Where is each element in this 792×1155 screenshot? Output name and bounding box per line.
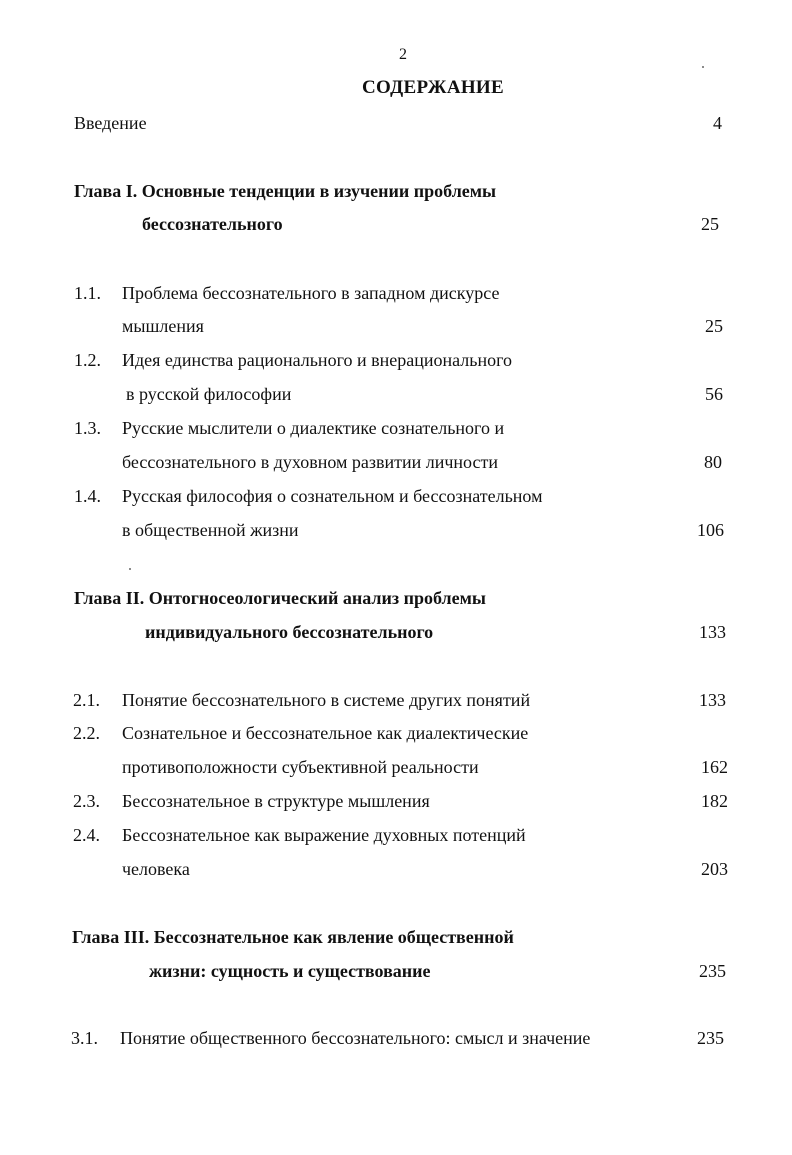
section-title-cont: мышления bbox=[122, 316, 204, 336]
section-number: 2.4. bbox=[73, 825, 100, 845]
section-title-cont: противоположности субъективной реальности bbox=[122, 757, 479, 777]
toc-intro-page: 4 bbox=[713, 113, 722, 133]
section-page: 56 bbox=[705, 384, 723, 404]
section-title: Идея единства рационального и внерационального bbox=[122, 350, 513, 370]
section-number: 1.4. bbox=[74, 486, 101, 506]
section-title: Бессознательное в структуре мышления bbox=[122, 791, 430, 811]
section-number: 2.3. bbox=[73, 791, 100, 811]
section-title-cont: в русской философии bbox=[126, 384, 292, 404]
section-title: Понятие общественного бессознательного: смысл и значение bbox=[120, 1028, 591, 1048]
section-number: 1.3. bbox=[74, 418, 101, 438]
chapter-3-title: Глава III. Бессознательное как явление общественной bbox=[72, 927, 514, 947]
chapter-2-title: Глава II. Онтогносеологический анализ проблемы bbox=[74, 588, 486, 608]
section-page: 235 bbox=[697, 1028, 724, 1048]
chapter-3-page: 235 bbox=[699, 961, 726, 981]
section-page: 133 bbox=[699, 690, 726, 710]
section-number: 2.2. bbox=[73, 723, 100, 743]
toc-intro-label: Введение bbox=[74, 113, 147, 133]
chapter-2-page: 133 bbox=[699, 622, 726, 642]
section-page: 80 bbox=[704, 452, 722, 472]
section-title: Русская философия о сознательном и бессознательном bbox=[122, 486, 543, 506]
chapter-1-page: 25 bbox=[701, 214, 719, 234]
section-title: Проблема бессознательного в западном дискурсе bbox=[122, 283, 500, 303]
chapter-3-title-cont: жизни: сущность и существование bbox=[149, 961, 431, 981]
section-page: 106 bbox=[697, 520, 724, 540]
chapter-1-title-cont: бессознательного bbox=[142, 214, 283, 234]
speck bbox=[702, 66, 704, 68]
section-page: 162 bbox=[701, 757, 728, 777]
section-title: Русские мыслители о диалектике сознательного и bbox=[122, 418, 505, 438]
section-page: 25 bbox=[705, 316, 723, 336]
page-number: 2 bbox=[399, 46, 407, 63]
section-title-cont: бессознательного в духовном развитии личности bbox=[122, 452, 498, 472]
section-number: 1.2. bbox=[74, 350, 101, 370]
chapter-1-title: Глава I. Основные тенденции в изучении проблемы bbox=[74, 181, 497, 201]
section-title: Понятие бессознательного в системе других понятий bbox=[122, 690, 531, 710]
section-number: 3.1. bbox=[71, 1028, 98, 1048]
chapter-2-title-cont: индивидуального бессознательного bbox=[145, 622, 434, 642]
section-title: Бессознательное как выражение духовных потенций bbox=[122, 825, 526, 845]
page-title: СОДЕРЖАНИЕ bbox=[362, 77, 504, 98]
section-title-cont: в общественной жизни bbox=[122, 520, 299, 540]
section-title-cont: человека bbox=[122, 859, 190, 879]
section-page: 203 bbox=[701, 859, 728, 879]
section-page: 182 bbox=[701, 791, 728, 811]
section-number: 2.1. bbox=[73, 690, 100, 710]
speck bbox=[129, 568, 131, 570]
section-number: 1.1. bbox=[74, 283, 101, 303]
section-title: Сознательное и бессознательное как диалектические bbox=[122, 723, 529, 743]
